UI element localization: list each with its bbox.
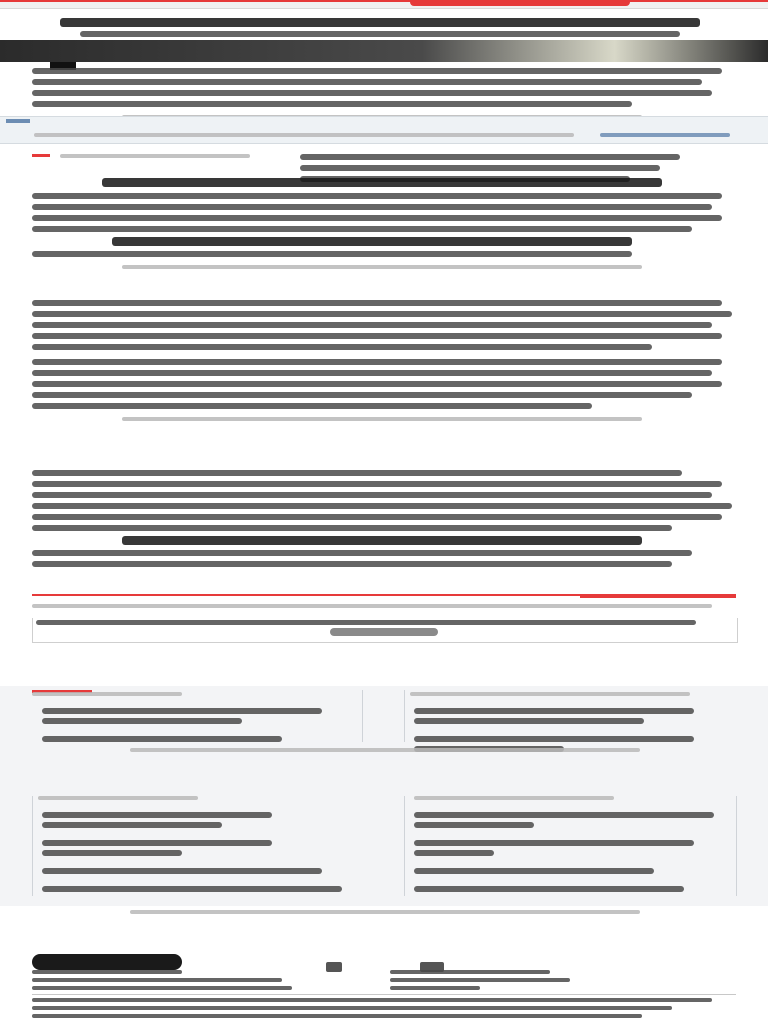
footer-link[interactable]	[32, 970, 182, 974]
footer-link[interactable]	[390, 970, 550, 974]
footer-divider	[32, 994, 736, 995]
list-item[interactable]	[42, 868, 322, 874]
more-stories	[0, 686, 768, 906]
right-column-label	[410, 692, 690, 696]
video-playlist-title	[36, 620, 696, 625]
list-item[interactable]	[414, 708, 694, 724]
hero-image	[0, 40, 768, 62]
video-tab-active[interactable]	[580, 594, 736, 598]
footer-link[interactable]	[390, 986, 480, 990]
list-item[interactable]	[414, 812, 714, 828]
list-item[interactable]	[414, 886, 684, 892]
related-label	[60, 154, 250, 158]
footer-link[interactable]	[32, 978, 282, 982]
list-item[interactable]	[42, 886, 342, 892]
promo-banner[interactable]	[0, 116, 768, 144]
footer-links-right	[390, 970, 570, 990]
banner-text	[34, 133, 574, 137]
social-icon[interactable]	[326, 962, 342, 972]
list-item[interactable]	[42, 812, 272, 828]
body-section-3	[32, 470, 736, 572]
video-caption	[32, 604, 712, 608]
footer-link[interactable]	[390, 978, 570, 982]
list-item[interactable]	[42, 708, 322, 724]
footer-logo[interactable]	[32, 954, 182, 970]
subscribe-button[interactable]	[410, 0, 630, 6]
top-bar-accent	[0, 0, 768, 2]
intro-paragraph	[32, 68, 732, 119]
list-item[interactable]	[414, 868, 654, 874]
list-item[interactable]	[414, 840, 694, 856]
footer-links-left	[32, 970, 292, 990]
body-section-1	[32, 178, 736, 269]
advertisement-notice	[130, 748, 640, 752]
banner-link[interactable]	[600, 133, 730, 137]
list-item[interactable]	[42, 736, 282, 746]
left-column-label	[32, 692, 182, 696]
body-section-2	[32, 300, 736, 421]
related-accent	[32, 154, 50, 157]
ad-badge	[6, 119, 30, 123]
playlist-button[interactable]	[330, 628, 438, 636]
footer-link[interactable]	[32, 986, 292, 990]
list-item[interactable]	[42, 840, 272, 856]
